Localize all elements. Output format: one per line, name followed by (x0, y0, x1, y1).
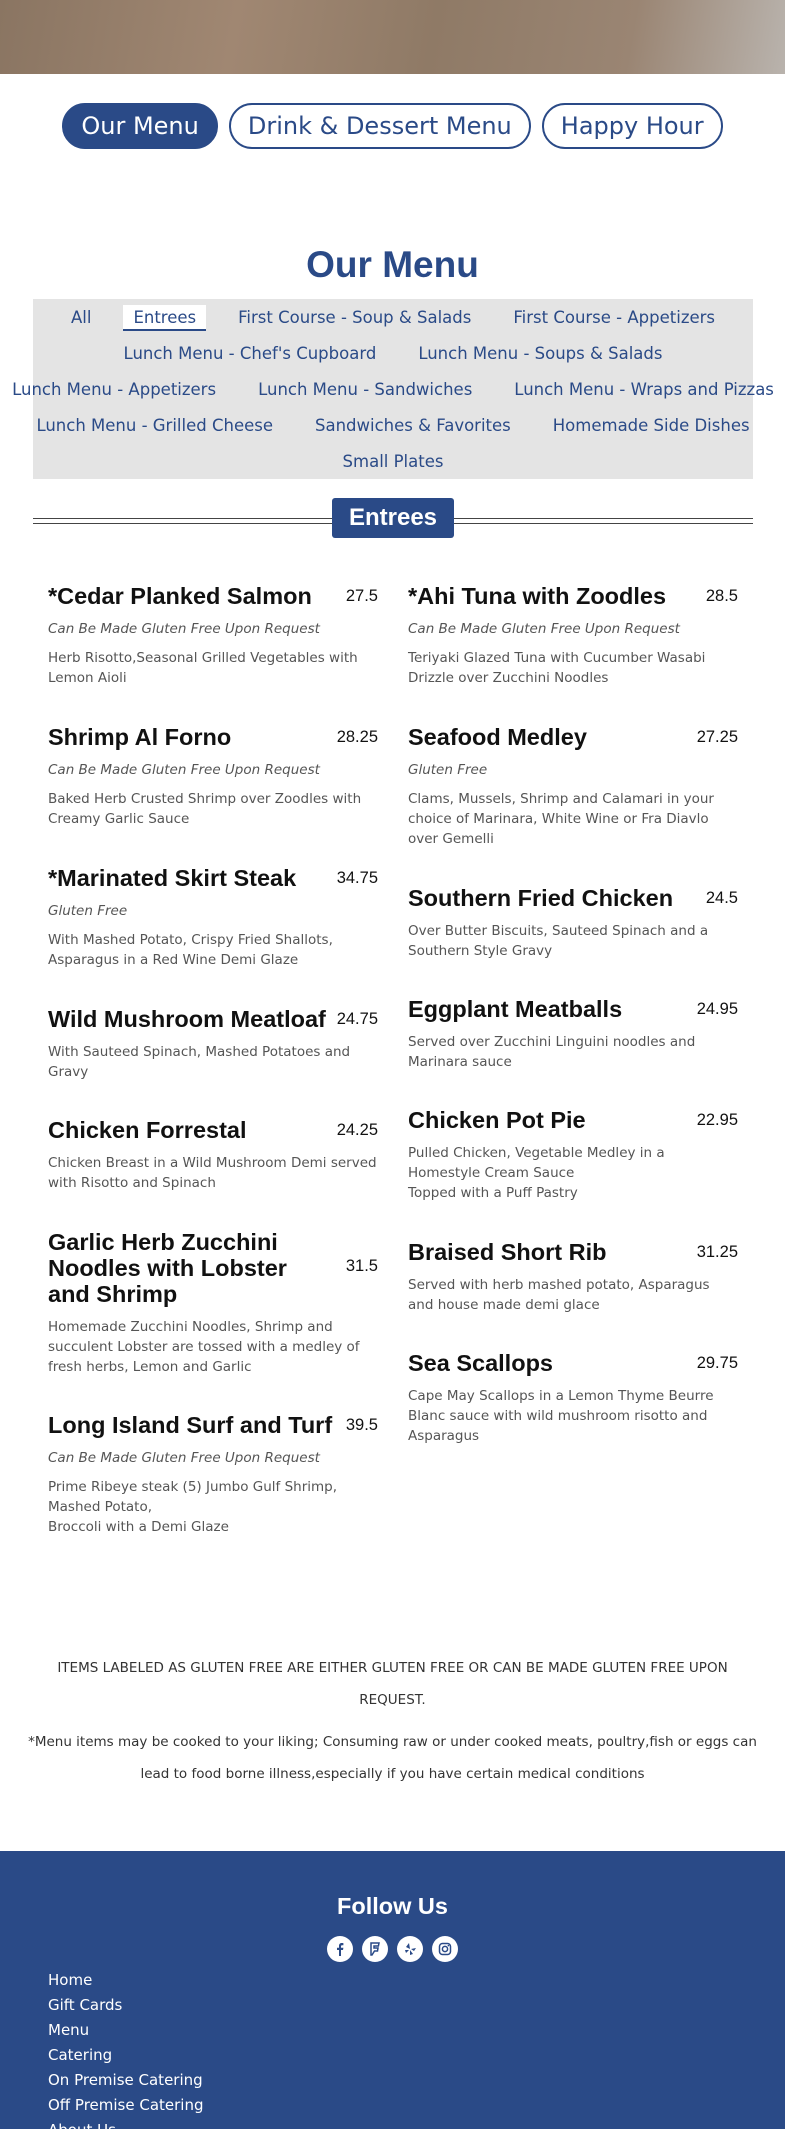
dish-dietary-note: Can Be Made Gluten Free Upon Request (48, 621, 320, 637)
footer-link-catering[interactable]: Catering (48, 2046, 113, 2064)
dish-card (408, 1350, 738, 1446)
dish-name: *Ahi Tuna with Zoodles (408, 583, 667, 609)
footer-link-menu[interactable]: Menu (48, 2021, 90, 2039)
dish-name: Long Island Surf and Turf (48, 1412, 333, 1438)
section-title-entrees: Entrees (332, 498, 454, 538)
dish-name: Braised Short Rib (408, 1239, 607, 1265)
dish-card (48, 865, 378, 970)
filter-lunch-wraps-pizzas[interactable]: Lunch Menu - Wraps and Pizzas (514, 380, 774, 399)
dish-name: *Cedar Planked Salmon (48, 583, 312, 609)
footer-link-home[interactable]: Home (48, 1971, 93, 1989)
dish-price: 24.75 (336, 1010, 378, 1028)
footer-link-about-us[interactable]: About Us (48, 2121, 116, 2139)
filter-homemade-side-dishes[interactable]: Homemade Side Dishes (552, 416, 750, 435)
dish-name: Eggplant Meatballs (408, 996, 623, 1022)
dish-card (408, 583, 738, 688)
dish-card (408, 1107, 738, 1203)
instagram-icon[interactable] (432, 1936, 458, 1962)
dish-description: Teriyaki Glazed Tuna with Cucumber Wasabi Drizzle over Zucchini Noodles (408, 650, 706, 686)
gluten-free-disclaimer: ITEMS LABELED AS GLUTEN FREE ARE EITHER GLUTEN FREE OR CAN BE MADE GLUTEN FREE UPON REQUEST. (57, 1660, 728, 1708)
dish-price: 28.25 (336, 728, 378, 746)
category-filter-panel (12, 299, 774, 479)
dish-description: Baked Herb Crusted Shrimp over Zoodles with Creamy Garlic Sauce (48, 791, 362, 827)
dish-description: Over Butter Biscuits, Sauteed Spinach and a Southern Style Gravy (408, 923, 709, 959)
dish-price: 24.95 (696, 1000, 738, 1018)
dish-card (408, 996, 738, 1072)
raw-food-disclaimer: *Menu items may be cooked to your liking; Consuming raw or under cooked meats, poultry,fish or eggs can lead to food borne illness,especially if you have certain medical conditions (28, 1734, 757, 1782)
dish-card (408, 885, 738, 961)
dish-description: Chicken Breast in a Wild Mushroom Demi served with Risotto and Spinach (48, 1155, 377, 1191)
dish-price: 29.75 (696, 1354, 738, 1372)
dish-dietary-note: Can Be Made Gluten Free Upon Request (48, 762, 320, 778)
dish-description: With Mashed Potato, Crispy Fried Shallots, Asparagus in a Red Wine Demi Glaze (48, 932, 333, 968)
dish-name: Southern Fried Chicken (408, 885, 674, 911)
filter-first-course-appetizers[interactable]: First Course - Appetizers (513, 308, 716, 327)
dish-description: Cape May Scallops in a Lemon Thyme Beurre Blanc sauce with wild mushroom risotto and Asparagus (408, 1388, 714, 1444)
dish-card (48, 1229, 378, 1377)
dish-price: 34.75 (336, 869, 378, 887)
filter-row (33, 305, 753, 331)
dish-card (408, 1239, 738, 1315)
filter-first-course-soup-salads[interactable]: First Course - Soup & Salads (238, 308, 472, 327)
dish-price: 27.5 (345, 587, 378, 605)
filter-row (33, 341, 753, 367)
follow-us-heading: Follow Us (337, 1893, 448, 1919)
dish-card (48, 724, 378, 829)
filter-row (33, 449, 753, 475)
dish-description: Served over Zucchini Linguini noodles and Marinara sauce (408, 1034, 696, 1070)
dish-description: With Sauteed Spinach, Mashed Potatoes and Gravy (48, 1044, 351, 1080)
filter-lunch-sandwiches[interactable]: Lunch Menu - Sandwiches (258, 380, 473, 399)
dish-name: Shrimp Al Forno (48, 724, 232, 750)
footer-link-off-premise-catering[interactable]: Off Premise Catering (48, 2096, 204, 2114)
dish-name: Seafood Medley (408, 724, 587, 750)
menu-tabs (0, 103, 785, 149)
filter-small-plates[interactable]: Small Plates (342, 452, 444, 471)
dish-card (48, 583, 378, 688)
dish-price: 28.5 (705, 587, 738, 605)
dish-price: 24.25 (336, 1121, 378, 1139)
filter-lunch-soups-salads[interactable]: Lunch Menu - Soups & Salads (418, 344, 663, 363)
dish-name: *Marinated Skirt Steak (48, 865, 297, 891)
page-title: Our Menu (306, 244, 479, 285)
dish-description: Herb Risotto,Seasonal Grilled Vegetables with Lemon Aioli (48, 650, 358, 686)
dish-description: Pulled Chicken, Vegetable Medley in a Homestyle Cream Sauce Topped with a Puff Pastry (408, 1145, 665, 1201)
dish-name: Chicken Forrestal (48, 1117, 247, 1143)
dish-price: 24.5 (705, 889, 738, 907)
dish-card (48, 1412, 378, 1537)
dish-card (408, 724, 738, 849)
dish-card (48, 1006, 378, 1082)
filter-lunch-appetizers[interactable]: Lunch Menu - Appetizers (12, 380, 217, 399)
filter-lunch-grilled-cheese[interactable]: Lunch Menu - Grilled Cheese (36, 416, 273, 435)
hero-image-strip (0, 0, 785, 74)
footer-nav (48, 1968, 204, 2143)
filter-row (33, 413, 753, 439)
dish-card (48, 1117, 378, 1193)
tab-happy-hour[interactable]: Happy Hour (542, 103, 723, 149)
dish-name: Chicken Pot Pie (408, 1107, 586, 1133)
dish-dietary-note: Gluten Free (48, 903, 128, 919)
dish-price: 39.5 (345, 1416, 378, 1434)
dish-name: Wild Mushroom Meatloaf (48, 1006, 326, 1032)
footer-link-gift-cards[interactable]: Gift Cards (48, 1996, 123, 2014)
dish-price: 22.95 (696, 1111, 738, 1129)
dish-description: Served with herb mashed potato, Asparagus and house made demi glace (408, 1277, 710, 1313)
filter-lunch-chefs-cupboard[interactable]: Lunch Menu - Chef's Cupboard (123, 344, 377, 363)
dish-dietary-note: Can Be Made Gluten Free Upon Request (48, 1450, 320, 1466)
filter-sandwiches-favorites[interactable]: Sandwiches & Favorites (315, 416, 511, 435)
dish-description: Clams, Mussels, Shrimp and Calamari in your choice of Marinara, White Wine or Fra Diavlo over Gemelli (408, 791, 714, 847)
social-links (0, 1936, 785, 1962)
footer-link-on-premise-catering[interactable]: On Premise Catering (48, 2071, 203, 2089)
dish-description: Homemade Zucchini Noodles, Shrimp and succulent Lobster are tossed with a medley of fresh herbs, Lemon and Garlic (48, 1319, 360, 1375)
dish-dietary-note: Gluten Free (408, 762, 488, 778)
tab-our-menu[interactable]: Our Menu (62, 103, 218, 149)
facebook-icon[interactable] (327, 1936, 353, 1962)
dish-name: Garlic Herb Zucchini Noodles with Lobster and Shrimp (48, 1229, 287, 1307)
tab-drink-dessert-menu[interactable]: Drink & Dessert Menu (229, 103, 531, 149)
dish-dietary-note: Can Be Made Gluten Free Upon Request (408, 621, 680, 637)
dish-description: Prime Ribeye steak (5) Jumbo Gulf Shrimp, Mashed Potato, Broccoli with a Demi Glaze (48, 1479, 338, 1535)
dish-price: 31.5 (345, 1257, 378, 1275)
foursquare-icon[interactable] (362, 1936, 388, 1962)
dish-name: Sea Scallops (408, 1350, 553, 1376)
dish-price: 31.25 (696, 1243, 738, 1261)
dish-price: 27.25 (696, 728, 738, 746)
yelp-icon[interactable] (397, 1936, 423, 1962)
site-footer (0, 1851, 785, 2139)
filter-entrees[interactable]: Entrees (123, 305, 206, 331)
filter-row (12, 377, 774, 403)
filter-all[interactable]: All (70, 308, 92, 327)
